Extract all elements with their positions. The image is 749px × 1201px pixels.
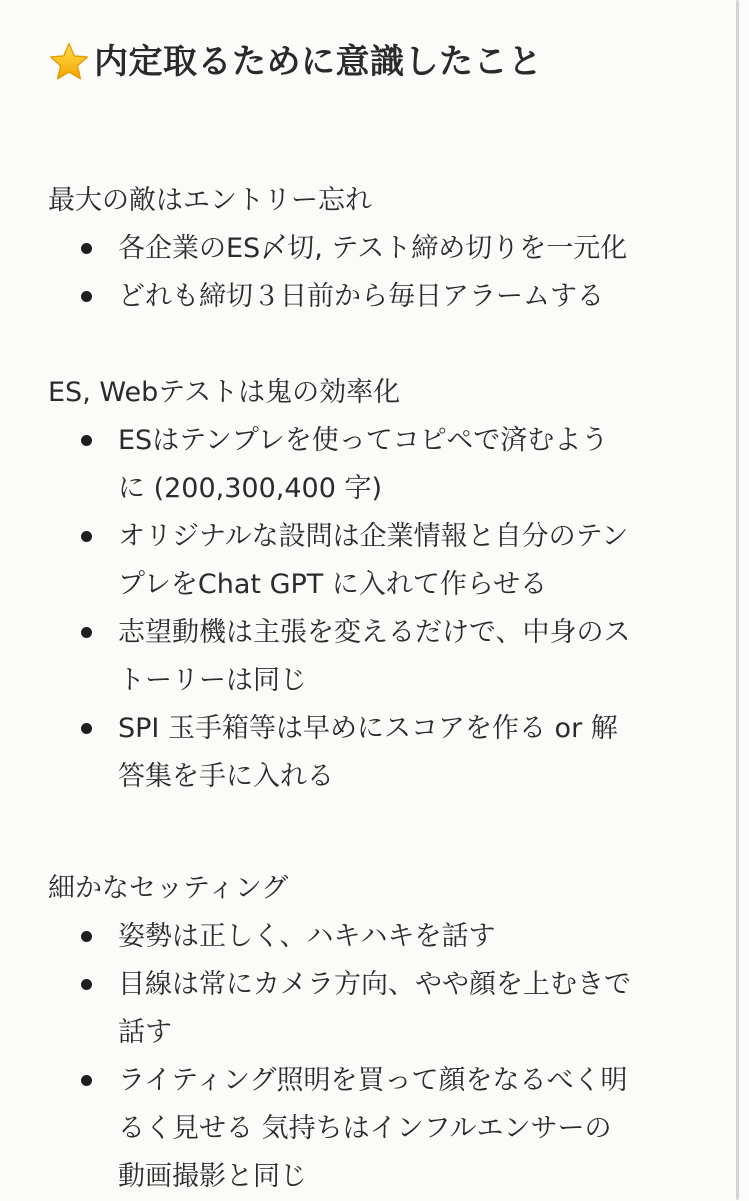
list-item-text: 話す bbox=[118, 1017, 172, 1048]
section-entry bbox=[48, 177, 708, 321]
list-item-text: オリジナルな設問は企業情報と自分のテン bbox=[118, 521, 629, 552]
list-item-text: 動画撮影と同じ bbox=[118, 1161, 307, 1192]
list-item bbox=[48, 273, 708, 321]
list-item bbox=[48, 705, 708, 801]
list-item-text: 姿勢は正しく、ハキハキを話す bbox=[118, 921, 496, 952]
section-heading: ES, Webテストは鬼の効率化 bbox=[48, 377, 401, 408]
bullet-list bbox=[48, 913, 708, 1201]
list-item bbox=[48, 1057, 708, 1201]
bullet-dot bbox=[81, 979, 92, 990]
list-item bbox=[48, 609, 708, 705]
page-title bbox=[48, 30, 708, 94]
list-item-text: プレをChat GPT に入れて作らせる bbox=[118, 569, 548, 600]
list-item-text: どれも締切３日前から毎日アラームする bbox=[118, 281, 604, 312]
bullet-dot bbox=[81, 291, 92, 302]
scrollbar-track[interactable] bbox=[725, 0, 749, 1200]
star-icon bbox=[48, 41, 90, 83]
bullet-dot bbox=[81, 243, 92, 254]
list-item-text: トーリーは同じ bbox=[118, 665, 307, 696]
bullet-dot bbox=[81, 435, 92, 446]
bullet-dot bbox=[81, 723, 92, 734]
bullet-dot bbox=[81, 1075, 92, 1086]
list-item-text: 志望動機は主張を変えるだけで、中身のス bbox=[118, 617, 631, 648]
list-item bbox=[48, 417, 708, 513]
list-item bbox=[48, 513, 708, 609]
list-item-text: ライティング照明を買って顔をなるべく明 bbox=[118, 1065, 628, 1096]
bullet-list bbox=[48, 417, 708, 801]
list-item-text: 答集を手に入れる bbox=[118, 761, 334, 792]
list-item-text: SPI 玉手箱等は早めにスコアを作る or 解 bbox=[118, 713, 618, 744]
list-item bbox=[48, 913, 708, 961]
bullet-list bbox=[48, 225, 708, 321]
section-heading: 細かなセッティング bbox=[48, 873, 289, 904]
bullet-dot bbox=[81, 531, 92, 542]
list-item-text: 各企業のES〆切, テスト締め切りを一元化 bbox=[118, 233, 628, 264]
list-item-text: るく見せる 気持ちはインフルエンサーの bbox=[118, 1113, 612, 1144]
list-item-text: 目線は常にカメラ方向、やや顔を上むきで bbox=[118, 969, 631, 1000]
bullet-dot bbox=[81, 931, 92, 942]
list-item bbox=[48, 961, 708, 1057]
section-efficiency bbox=[48, 369, 708, 801]
bullet-dot bbox=[81, 627, 92, 638]
list-item bbox=[48, 225, 708, 273]
scrollbar-thumb[interactable] bbox=[736, 0, 739, 1200]
list-item-text: ESはテンプレを使ってコピペで済むよう bbox=[118, 425, 609, 456]
list-item-text: に (200,300,400 字) bbox=[118, 473, 383, 504]
section-heading: 最大の敵はエントリー忘れ bbox=[48, 185, 372, 216]
section-setting bbox=[48, 865, 708, 1201]
document-page bbox=[48, 30, 708, 1201]
page-title-text: 内定取るために意識したこと bbox=[94, 42, 543, 82]
